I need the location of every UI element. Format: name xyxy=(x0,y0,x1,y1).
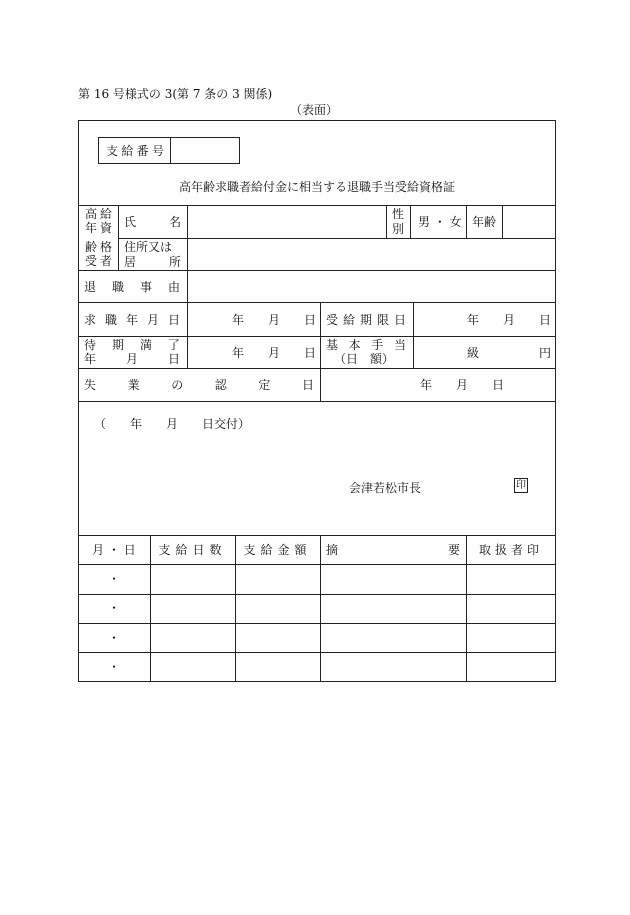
ledger-header-handler: 取扱者印 xyxy=(478,543,543,557)
waiting-value: 年 月 日 xyxy=(232,346,317,360)
address-label-1: 住所又は xyxy=(124,240,173,254)
issue-date: （ 年 月 日交付） xyxy=(94,417,251,431)
ledger-row-3: ・ xyxy=(107,631,120,645)
allowance-label-1: 基 本 手 当 xyxy=(326,338,406,352)
payment-number-label: 支 給 番 号 xyxy=(106,144,164,158)
address-label-2: 居 所 xyxy=(124,255,181,269)
allowance-label-2: （日 額） xyxy=(334,352,395,366)
seal-mark: 印 xyxy=(516,480,526,491)
sex-label-2: 別 xyxy=(392,222,405,236)
waiting-label-2: 年 月 日 xyxy=(84,352,180,366)
front-side-label: （表面） xyxy=(290,103,339,117)
recipient-label-4: 受者 xyxy=(85,254,116,268)
age-label: 年齢 xyxy=(472,215,497,229)
recipient-label-1: 高給 xyxy=(85,207,116,221)
job-date-value: 年 月 日 xyxy=(232,313,317,327)
waiting-label-1: 待 期 満 了 xyxy=(84,338,180,352)
sex-label-1: 性 xyxy=(392,207,405,221)
form-number: 第 16 号様式の 3(第 7 条の 3 関係) xyxy=(78,87,273,101)
unemployment-label: 失 業 の 認 定 日 xyxy=(84,378,314,392)
name-label: 氏 名 xyxy=(124,215,181,229)
retire-reason-label: 退 職 事 由 xyxy=(84,280,180,294)
issuer: 会津若松市長 xyxy=(349,481,422,495)
unemployment-value: 年 月 日 xyxy=(420,378,505,392)
ledger-header-amount: 支給金額 xyxy=(243,543,312,557)
ledger-header-days: 支給日数 xyxy=(158,543,227,557)
ledger-row-4: ・ xyxy=(107,660,120,674)
deadline-value: 年 月 日 xyxy=(467,313,552,327)
ledger-row-2: ・ xyxy=(107,601,120,615)
ledger-header-note: 摘 要 xyxy=(326,543,460,557)
recipient-label-3: 齢格 xyxy=(85,240,116,254)
sex-options: 男 ・ 女 xyxy=(418,215,462,229)
recipient-label-2: 年資 xyxy=(85,221,116,235)
grade-value: 級 円 xyxy=(467,346,552,360)
ledger-header-date: 月 ・ 日 xyxy=(92,543,136,557)
ledger-row-1: ・ xyxy=(107,572,120,586)
job-date-label: 求 職 年 月 日 xyxy=(84,313,180,327)
deadline-label: 受 給 期 限 日 xyxy=(326,313,406,327)
form-title: 高年齢求職者給付金に相当する退職手当受給資格証 xyxy=(179,180,456,194)
